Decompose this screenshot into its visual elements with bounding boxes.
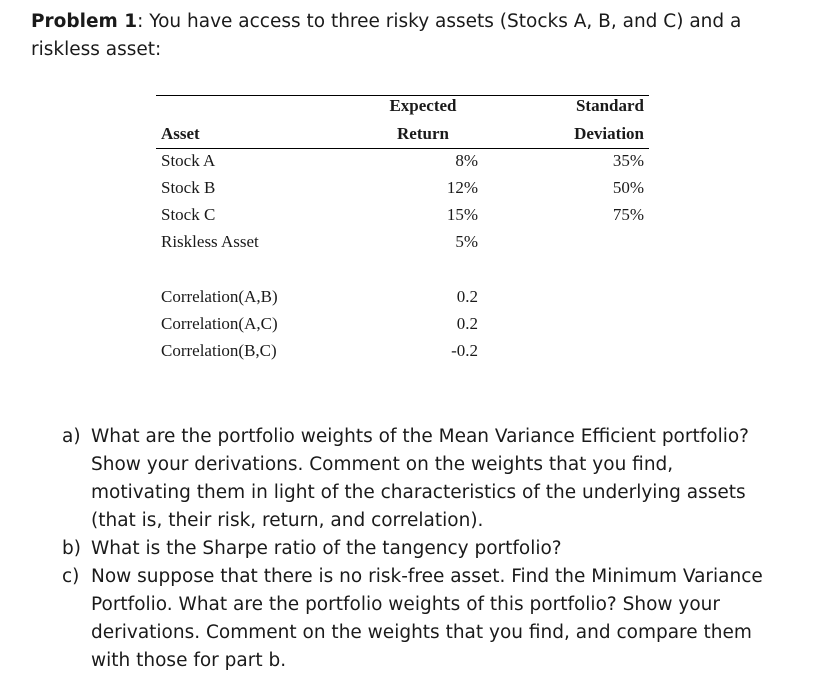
row-sd-stock-a: 35% <box>612 151 644 170</box>
row-asset-stock-b: Stock B <box>161 178 216 197</box>
row-sd-stock-c: 75% <box>612 205 644 224</box>
correlation-value-bc: -0.2 <box>451 341 478 360</box>
question-list <box>58 423 778 675</box>
problem-label: Problem 1 <box>31 11 138 32</box>
row-sd-stock-b: 50% <box>612 178 644 197</box>
correlation-value-ab: 0.2 <box>456 287 478 306</box>
question-b <box>58 535 778 563</box>
table-header-rule <box>156 148 649 149</box>
row-return-stock-c: 15% <box>446 205 478 224</box>
question-b-label: b) <box>62 538 81 559</box>
row-asset-riskless: Riskless Asset <box>161 232 259 251</box>
correlation-label-bc: Correlation(B,C) <box>161 341 277 360</box>
row-return-stock-a: 8% <box>455 151 478 170</box>
row-return-riskless: 5% <box>455 232 478 251</box>
problem-intro <box>31 8 811 64</box>
row-return-stock-b: 12% <box>446 178 478 197</box>
question-c-label: c) <box>62 566 80 587</box>
header-return: Return <box>397 124 449 143</box>
correlation-value-ac: 0.2 <box>456 314 478 333</box>
correlation-label-ab: Correlation(A,B) <box>161 287 278 306</box>
problem-text: : You have access to three risky assets (Stocks A, B, and C) and a riskless asset: <box>31 11 742 60</box>
row-asset-stock-a: Stock A <box>161 151 216 170</box>
question-a-text: What are the portfolio weights of the Mean Variance Efficient portfolio? Show your derivations. Comment on the weights that you find, motivating them in light of the characteristics of the underlying assets (that is, their risk, return, and correlation). <box>91 426 749 531</box>
question-c-text: Now suppose that there is no risk-free asset. Find the Minimum Variance Portfolio. What are the portfolio weights of this portfolio? Show your derivations. Comment on the weights that you find, and compare them with those for part b. <box>91 566 763 671</box>
row-asset-stock-c: Stock C <box>161 205 216 224</box>
header-asset: Asset <box>161 124 200 143</box>
question-a-label: a) <box>62 426 81 447</box>
header-deviation: Deviation <box>574 124 644 143</box>
question-c <box>58 563 778 675</box>
header-standard: Standard <box>575 96 644 115</box>
question-b-text: What is the Sharpe ratio of the tangency portfolio? <box>91 538 562 559</box>
question-a <box>58 423 778 535</box>
correlation-label-ac: Correlation(A,C) <box>161 314 278 333</box>
header-expected: Expected <box>389 96 457 115</box>
